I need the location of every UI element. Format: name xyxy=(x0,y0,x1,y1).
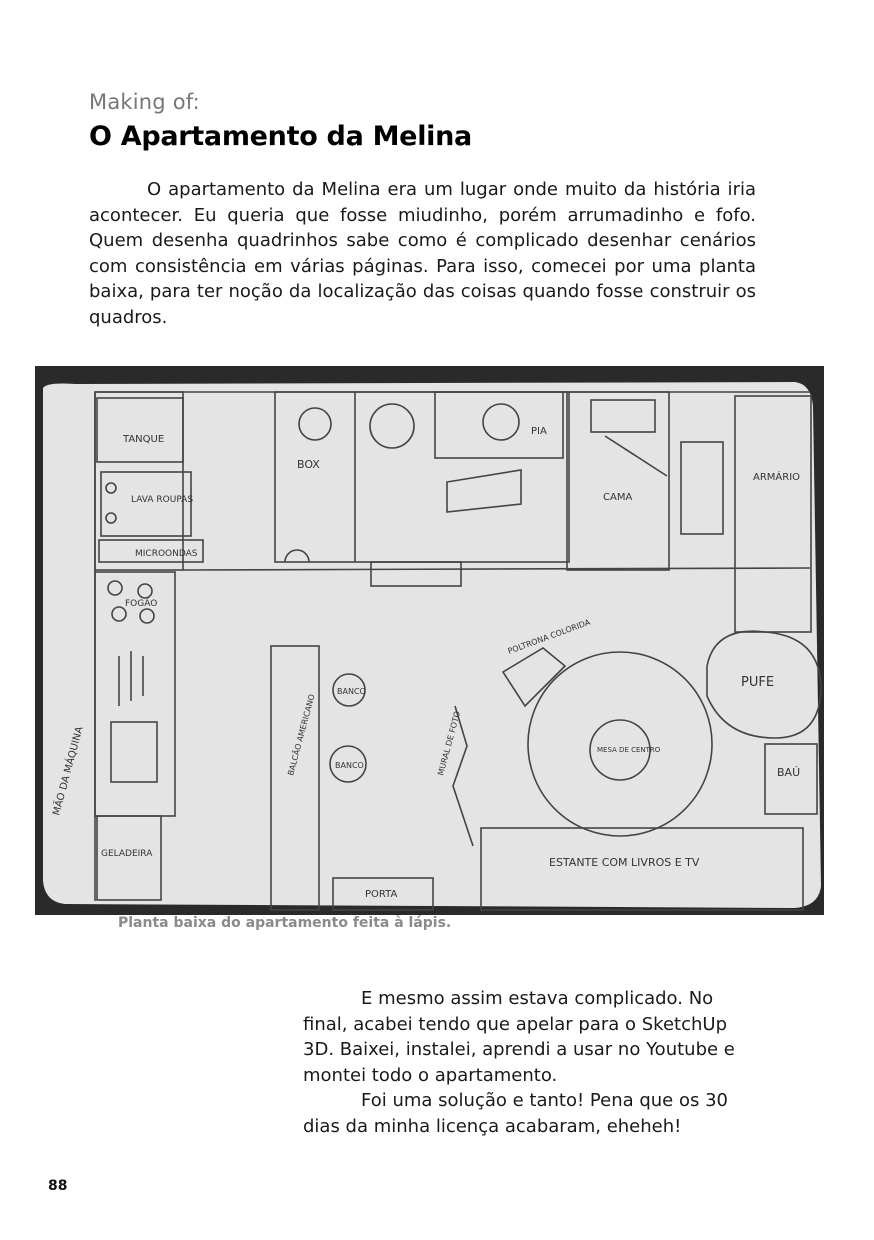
closing-paragraph-2: Foi uma solução e tanto! Pena que os 30 dias da minha licença acabaram, eheheh! xyxy=(303,1090,728,1137)
sketch-label-pia: PIA xyxy=(531,426,547,437)
sketch-label-tanque: TANQUE xyxy=(123,434,165,445)
sketch-label-poltrona: POLTRONA COLORIDA xyxy=(506,617,592,656)
sketch-label-porta: PORTA xyxy=(365,889,398,900)
sketch-label-fogao: FOGÃO xyxy=(125,599,158,609)
figure-caption: Planta baixa do apartamento feita à lápis. xyxy=(118,915,452,931)
sketch-label-armario: ARMÁRIO xyxy=(753,472,801,483)
sketch-label-cama: CAMA xyxy=(603,492,633,503)
sketch-label-box: BOX xyxy=(297,458,320,471)
page-title: O Apartamento da Melina xyxy=(89,121,472,152)
floor-plan-sketch xyxy=(35,366,824,915)
sketch-label-lava-roupas: LAVA ROUPAS xyxy=(131,495,194,505)
sketch-label-bau: BAÚ xyxy=(777,766,801,779)
sketch-label-mural: MURAL DE FOTO xyxy=(436,710,463,777)
sketch-label-geladeira: GELADEIRA xyxy=(101,849,153,859)
sketch-label-mao-da-maquina: MÃO DA MÁQUINA xyxy=(51,725,86,817)
page-number: 88 xyxy=(48,1178,68,1194)
sketch-label-banco-1: BANCO xyxy=(337,687,366,696)
sketch-label-microondas: MICROONDAS xyxy=(135,549,198,559)
sketch-label-balcao: BALCÃO AMERICANO xyxy=(286,693,317,777)
sketch-label-mesa-de-centro: MESA DE CENTRO xyxy=(597,746,661,754)
sketch-label-estante: ESTANTE COM LIVROS E TV xyxy=(549,856,700,869)
kicker: Making of: xyxy=(89,90,200,114)
closing-text xyxy=(303,986,756,1139)
sketch-label-pufe: PUFE xyxy=(741,675,775,690)
intro-paragraph: O apartamento da Melina era um lugar onde muito da história iria acontecer. Eu queria que fosse miudinho, porém arrumadinho e fofo. Quem desenha quadrinhos sabe como é complicado desenhar cenários com consistência em várias páginas. Para isso, comecei por uma planta baixa, para ter noção da localização das coisas quando fosse construir os quadros. xyxy=(89,179,756,328)
sketch-label-banco-2: BANCO xyxy=(335,761,364,770)
closing-paragraph-1: E mesmo assim estava complicado. No final, acabei tendo que apelar para o SketchUp 3D. Baixei, instalei, aprendi a usar no Youtube e montei todo o apartamento. xyxy=(303,988,735,1086)
